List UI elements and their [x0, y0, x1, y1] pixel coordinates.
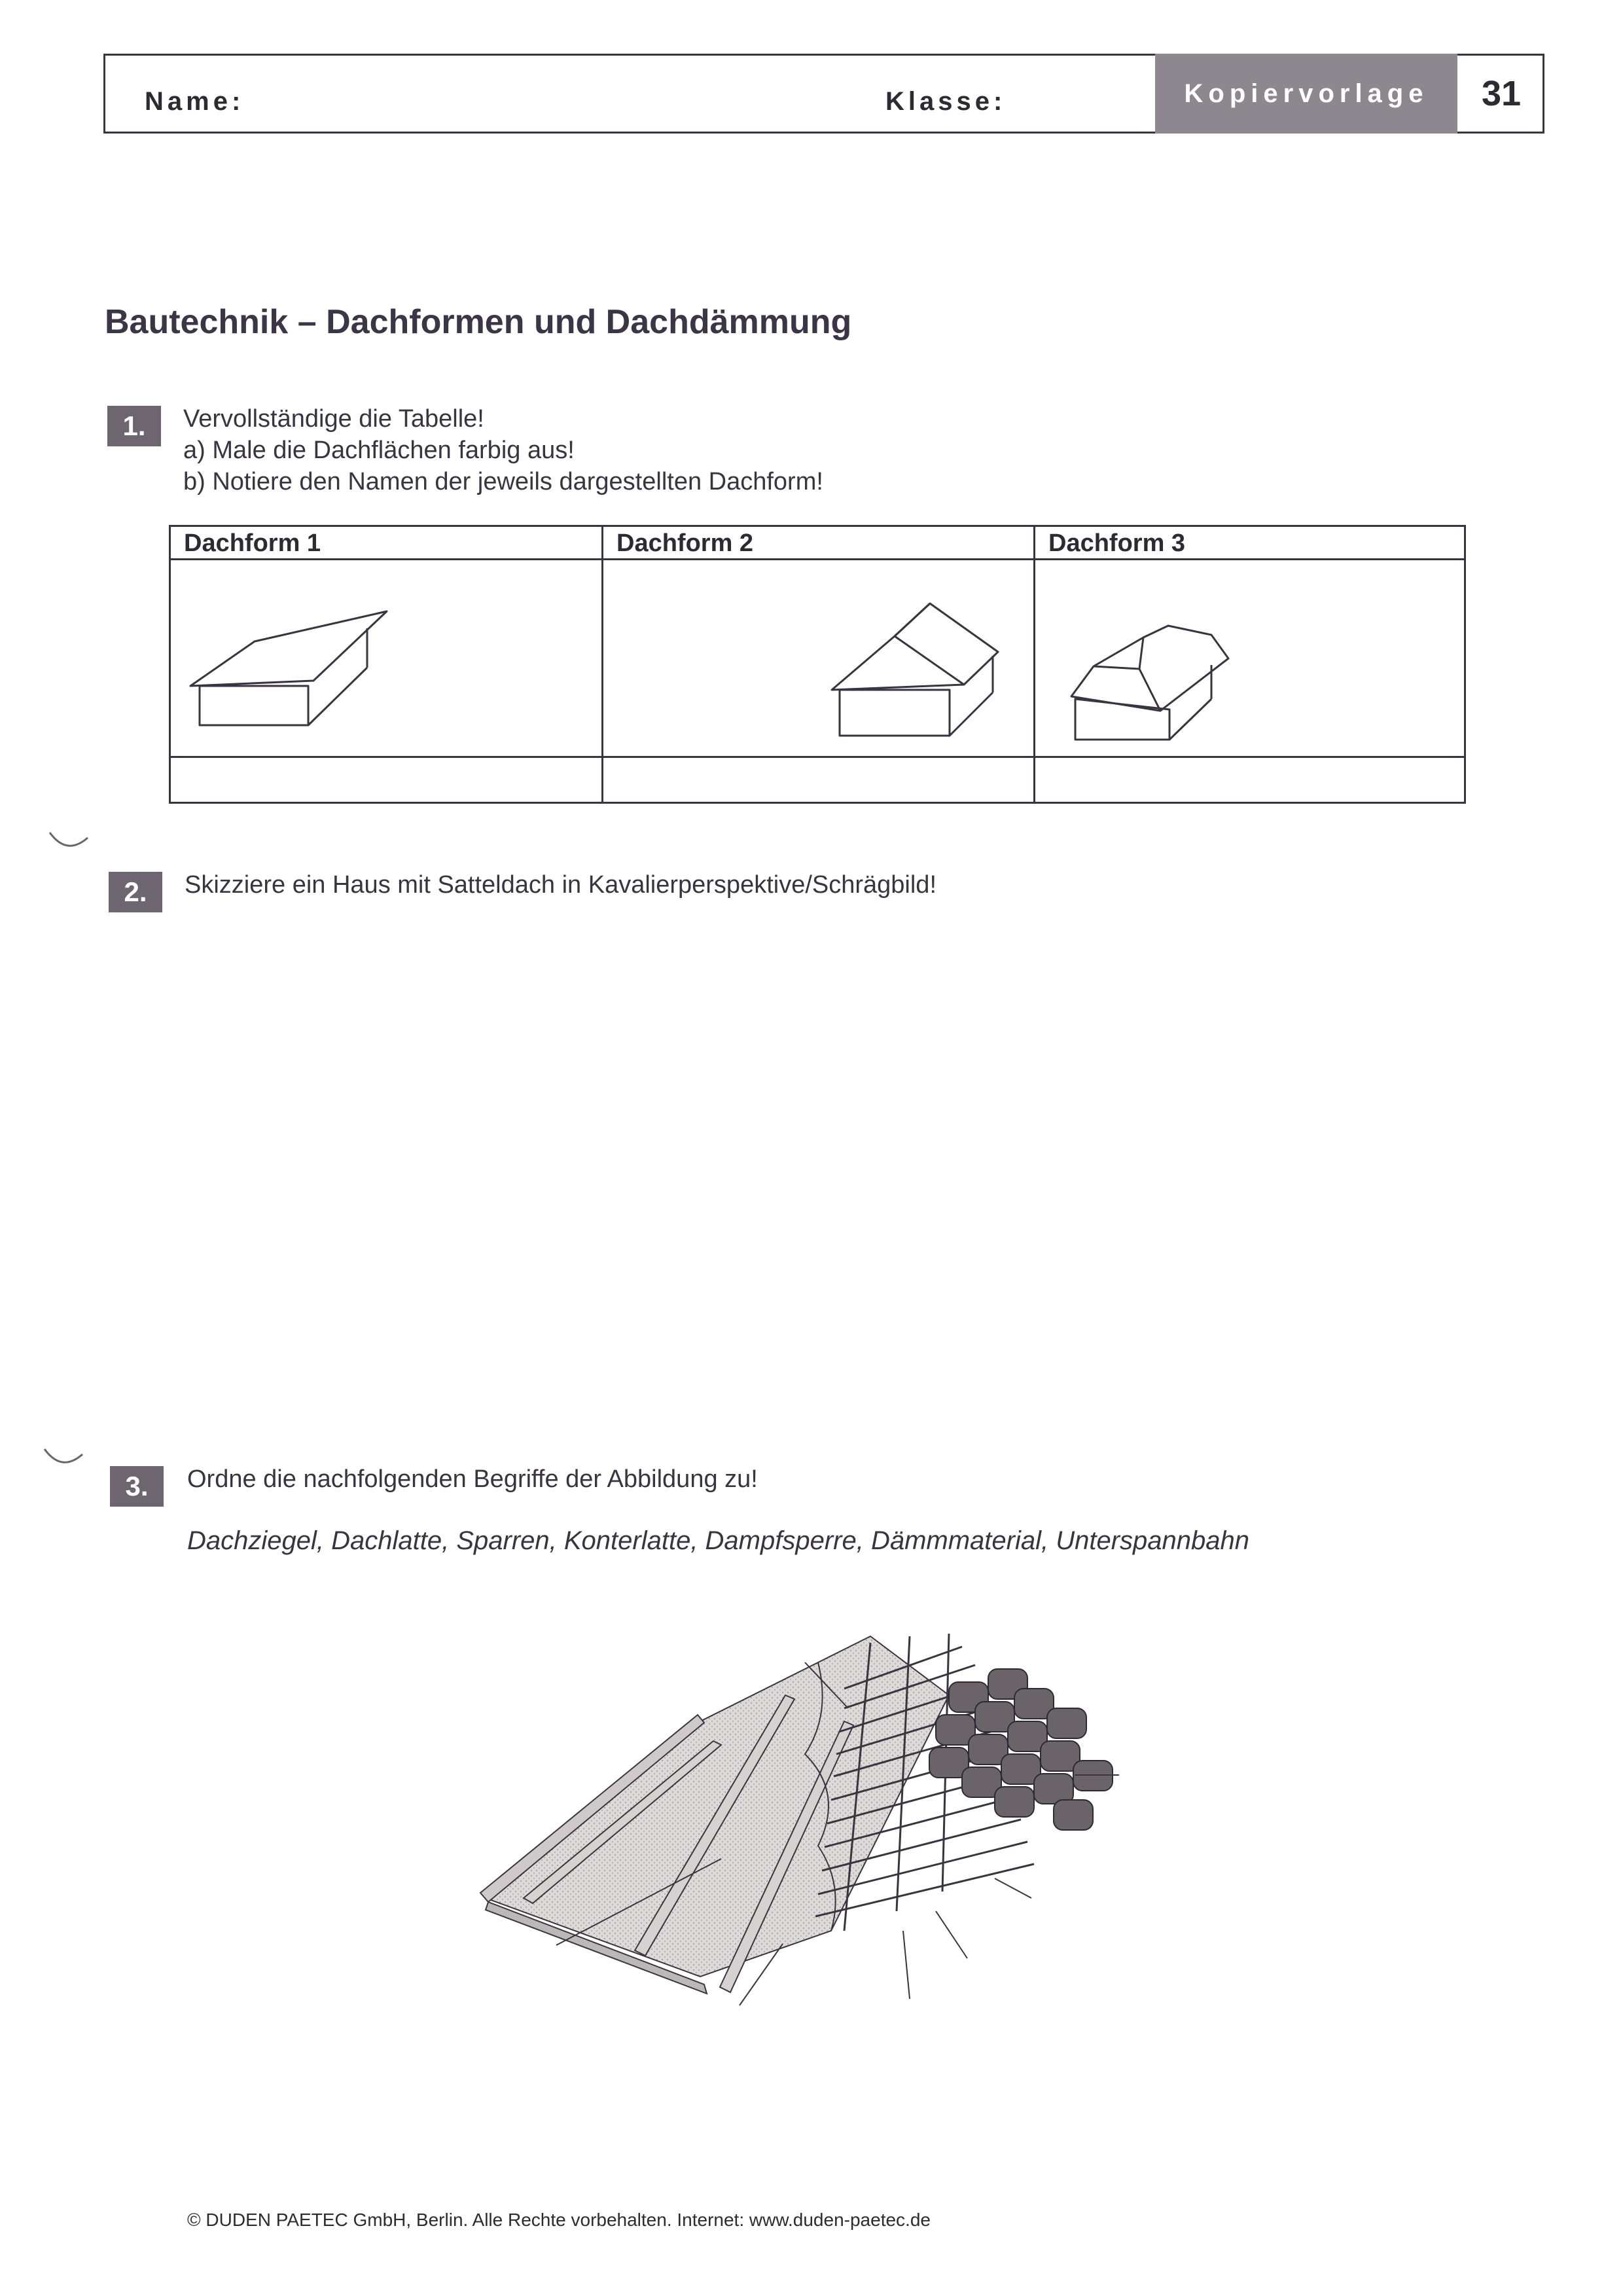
punch-hole-mark-1	[47, 830, 90, 856]
roof-drawings	[171, 560, 1464, 754]
hip-roof-house-drawing	[832, 603, 998, 736]
roof-tiles	[929, 1669, 1113, 1830]
task1-line-3: b) Notiere den Namen der jeweils dargestellten Dachform!	[183, 468, 823, 495]
header-bar	[103, 54, 1544, 134]
task2-badge: 2.	[109, 872, 162, 912]
page-number: 31	[1481, 74, 1522, 113]
page-title: Bautechnik – Dachformen und Dachdämmung	[105, 303, 852, 341]
mansard-roof-house-drawing	[1071, 626, 1228, 740]
copyright-footer: © DUDEN PAETEC GmbH, Berlin. Alle Rechte vorbehalten. Internet: www.duden-paetec.de	[187, 2210, 931, 2230]
roof-form-table	[169, 525, 1466, 804]
task3-terms-list: Dachziegel, Dachlatte, Sparren, Konterlatte, Dampfsperre, Dämmmaterial, Unterspannbahn	[187, 1526, 1250, 1555]
punch-hole-mark-2	[42, 1446, 85, 1473]
column-header-2: Dachform 2	[616, 529, 754, 557]
task1-instructions	[183, 403, 823, 497]
table-answer-divider	[171, 756, 1464, 758]
task1-line-2: a) Male die Dachflächen farbig aus!	[183, 437, 575, 464]
task1-badge: 1.	[107, 406, 161, 446]
task3-badge: 3.	[110, 1466, 164, 1507]
task2-instruction: Skizziere ein Haus mit Satteldach in Kavalierperspektive/Schrägbild!	[185, 871, 936, 899]
task1-line-1: Vervollständige die Tabelle!	[183, 405, 484, 433]
class-label: Klasse:	[885, 87, 1007, 116]
shed-roof-house-drawing	[190, 611, 387, 725]
insulation-surface	[486, 1636, 949, 1977]
name-label: Name:	[145, 87, 245, 116]
roof-construction-illustration	[478, 1623, 1139, 2016]
column-header-3: Dachform 3	[1048, 529, 1186, 557]
kopiervorlage-badge: Kopiervorlage	[1155, 54, 1457, 134]
task3-instruction: Ordne die nachfolgenden Begriffe der Abbildung zu!	[187, 1465, 758, 1493]
column-header-1: Dachform 1	[184, 529, 321, 557]
